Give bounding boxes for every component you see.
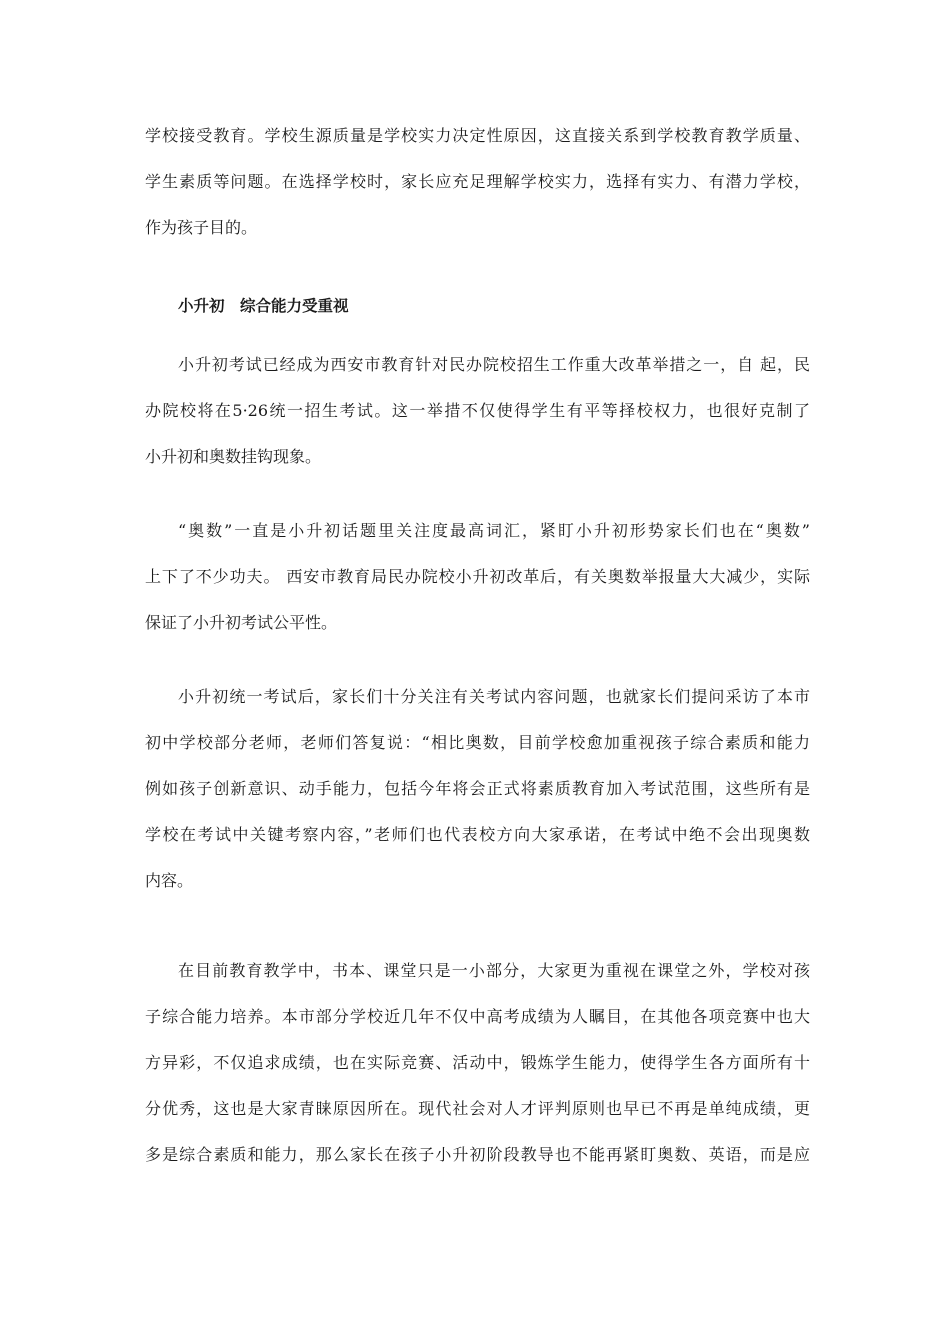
paragraph-line: 初中学校部分老师，老师们答复说：“相比奥数，目前学校愈加重视孩子综合素质和能力 <box>145 733 810 752</box>
paragraph-line: 小升初统一考试后，家长们十分关注有关考试内容问题，也就家长们提问采访了本市 <box>178 687 810 706</box>
paragraph-line: “奥数”一直是小升初话题里关注度最高词汇，紧盯小升初形势家长们也在“奥数” <box>178 521 810 540</box>
paragraph-line: 子综合能力培养。本市部分学校近几年不仅中高考成绩为人瞩目，在其他各项竞赛中也大 <box>145 1007 810 1026</box>
paragraph-line: 分优秀，这也是大家青睐原因所在。现代社会对人才评判原则也早已不再是单纯成绩，更 <box>145 1099 810 1118</box>
paragraph-line: 小升初和奥数挂钩现象。 <box>145 447 322 466</box>
paragraph-2 <box>145 342 810 480</box>
paragraph-line: 在目前教育教学中，书本、课堂只是一小部分，大家更为重视在课堂之外，学校对孩 <box>178 961 810 980</box>
paragraph-line: 方异彩，不仅追求成绩，也在实际竞赛、活动中，锻炼学生能力，使得学生各方面所有十 <box>145 1053 810 1072</box>
paragraph-line: 小升初考试已经成为西安市教育针对民办院校招生工作重大改革举措之一，自 起，民 <box>178 355 810 374</box>
paragraph-line: 多是综合素质和能力，那么家长在孩子小升初阶段教导也不能再紧盯奥数、英语，而是应 <box>145 1145 810 1164</box>
paragraph-3 <box>145 508 810 646</box>
paragraph-line: 作为孩子目的。 <box>145 218 258 237</box>
paragraph-line: 办院校将在5·26统一招生考试。这一举措不仅使得学生有平等择校权力，也很好克制了 <box>145 401 810 420</box>
paragraph-line: 学生素质等问题。在选择学校时，家长应充足理解学校实力，选择有实力、有潜力学校， <box>145 172 810 191</box>
paragraph-line: 上下了不少功夫。 西安市教育局民办院校小升初改革后，有关奥数举报量大大减少，实际 <box>145 567 810 586</box>
paragraph-line: 内容。 <box>145 871 194 890</box>
paragraph-line: 学校接受教育。学校生源质量是学校实力决定性原因，这直接关系到学校教育教学质量、 <box>145 126 810 145</box>
paragraph-line: 学校在考试中关键考察内容，”老师们也代表校方向大家承诺，在考试中绝不会出现奥数 <box>145 825 810 844</box>
paragraph-4 <box>145 674 810 904</box>
paragraph-line: 保证了小升初考试公平性。 <box>145 613 338 632</box>
section-heading: 小升初 综合能力受重视 <box>178 297 349 315</box>
paragraph-5 <box>145 948 810 1178</box>
paragraph-line: 例如孩子创新意识、动手能力，包括今年将会正式将素质教育加入考试范围，这些所有是 <box>145 779 810 798</box>
paragraph-1 <box>145 113 810 251</box>
